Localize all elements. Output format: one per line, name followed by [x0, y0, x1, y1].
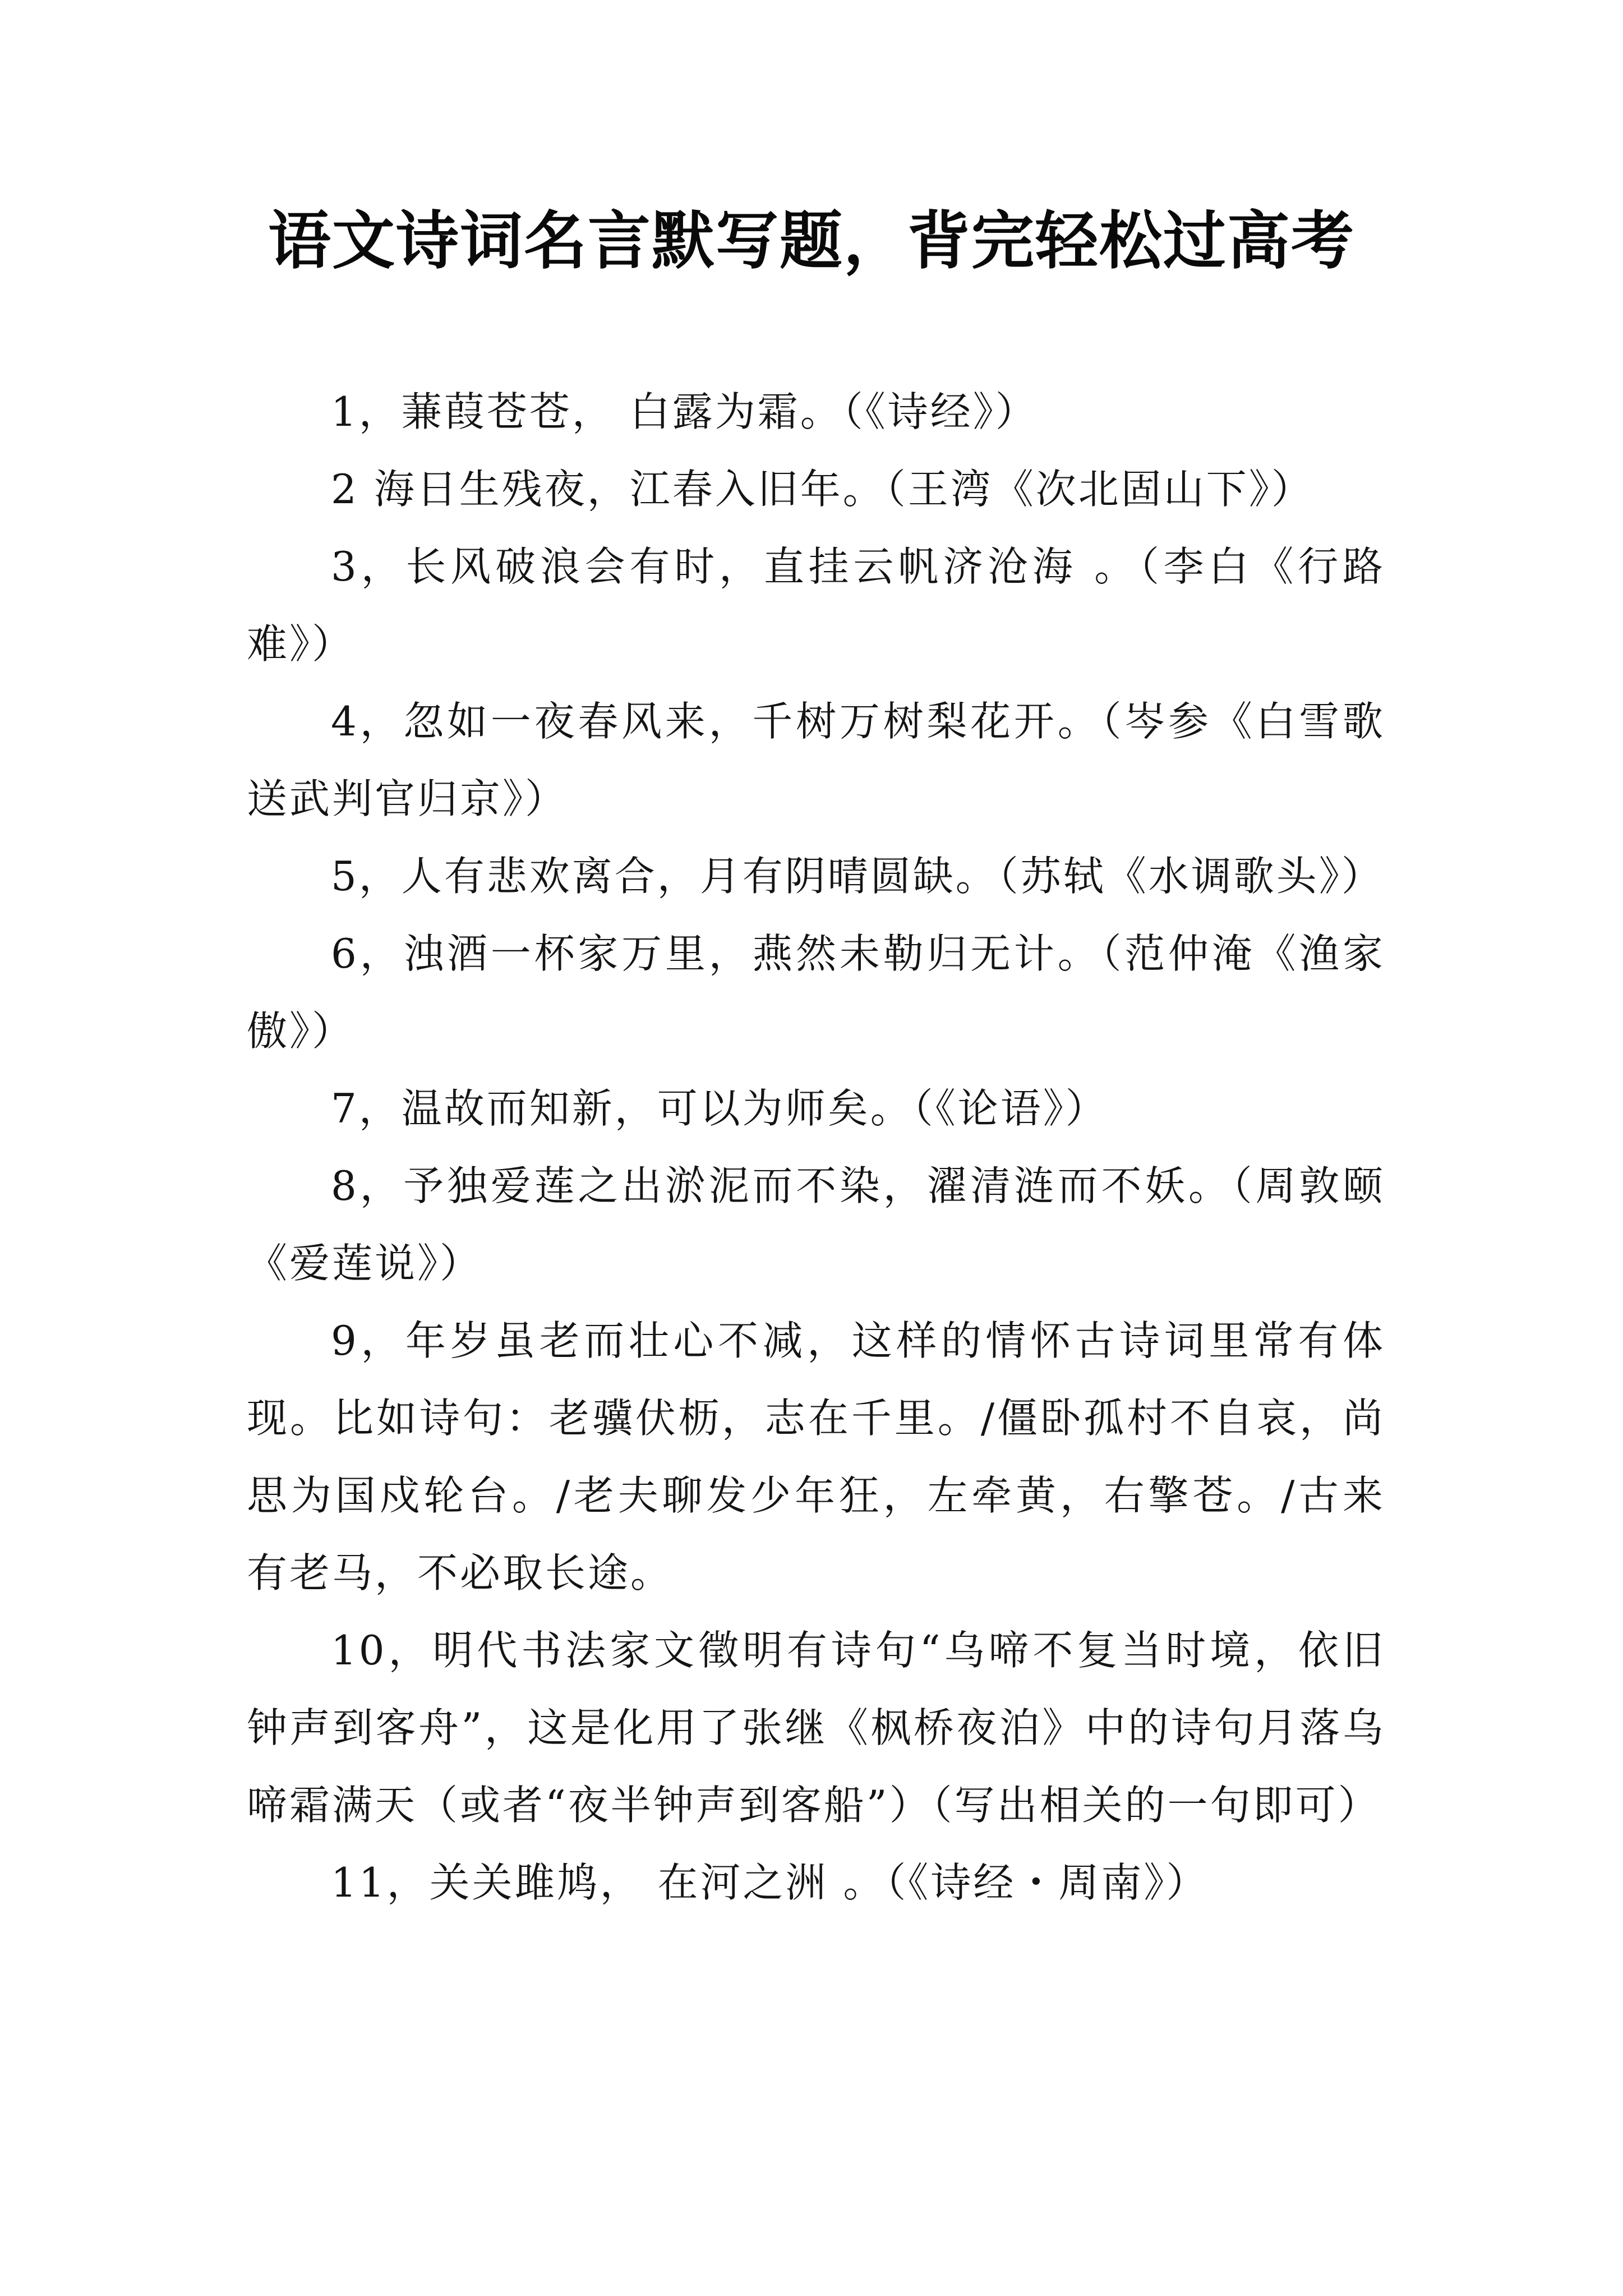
list-item: 3，长风破浪会有时，直挂云帆济沧海 。（李白《行路难》）: [247, 543, 1385, 668]
list-item: 1，蒹葭苍苍， 白露为霜。（《诗经》）: [331, 388, 1038, 435]
list-item: 5，人有悲欢离合，月有阴晴圆缺。（苏轼《水调歌头》）: [331, 853, 1384, 900]
list-item: 6，浊酒一杯家万里，燕然未勒归无计。（范仲淹《渔家傲》）: [247, 930, 1385, 1055]
list-item: 2 海日生残夜，江春入旧年。（王湾《次北固山下》）: [331, 466, 1314, 513]
document-title: 语文诗词名言默写题，背完轻松过高考: [268, 204, 1355, 278]
list-item: 4，忽如一夜春风来，千树万树梨花开。（岑参《白雪歌送武判官归京》）: [247, 698, 1385, 822]
list-item: 10，明代书法家文徵明有诗句“乌啼不复当时境，依旧钟声到客舟”，这是化用了张继《枫桥夜泊》中的诗句月落乌啼霜满天（或者“夜半钟声到客船”）（写出相关的一句即可）: [247, 1627, 1385, 1829]
list-item: 11，关关雎鸠， 在河之洲 。（《诗经・周南》）: [331, 1859, 1209, 1906]
list-item: 7，温故而知新，可以为师矣。（《论语》）: [331, 1085, 1108, 1132]
document-body: [247, 373, 1385, 1921]
list-item: 8，予独爱莲之出淤泥而不染，濯清涟而不妖。（周敦颐《爱莲说》）: [247, 1162, 1385, 1287]
list-item: 9，年岁虽老而壮心不减，这样的情怀古诗词里常有体现。比如诗句：老骥伏枥，志在千里。/僵卧孤村不自哀，尚思为国戍轮台。/老夫聊发少年狂，左牵黄，右擎苍。/古来有老马，不必取长途。: [247, 1317, 1385, 1596]
